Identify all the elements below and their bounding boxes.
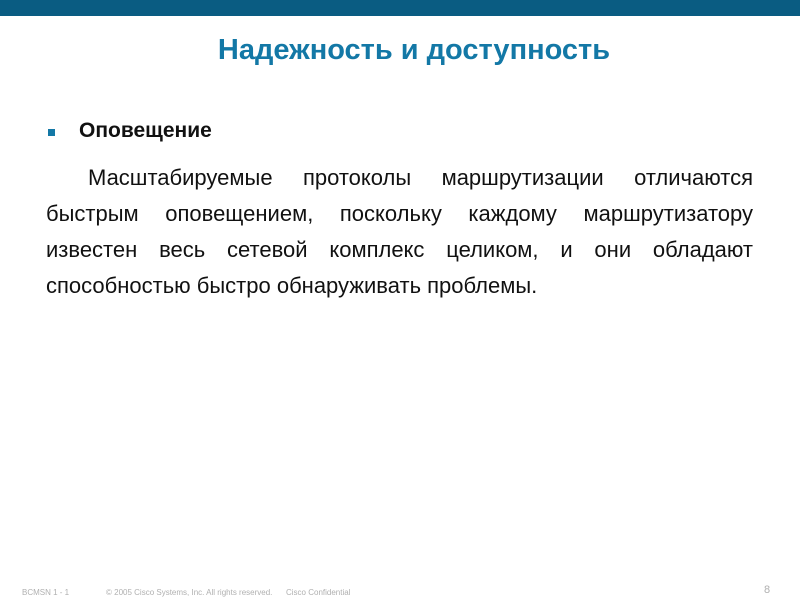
footer-course-label: BCMSN 1 - 1 [22, 588, 70, 597]
bullet-heading: Оповещение [79, 119, 212, 142]
square-bullet-icon [48, 129, 55, 136]
footer-copyright: © 2005 Cisco Systems, Inc. All rights reserved. [106, 588, 273, 597]
top-banner-bar [0, 0, 800, 16]
footer-confidential-label: Cisco Confidential [286, 588, 351, 597]
body-paragraph: Масштабируемые протоколы маршрутизации отличаются быстрым оповещением, поскольку каждому маршрутизатору известен весь сетевой комплекс целиком, и они обладают способностью быстро обнаруживать проблемы. [46, 165, 753, 298]
slide-title: Надежность и доступность [217, 34, 611, 66]
page-number: 8 [764, 584, 771, 596]
